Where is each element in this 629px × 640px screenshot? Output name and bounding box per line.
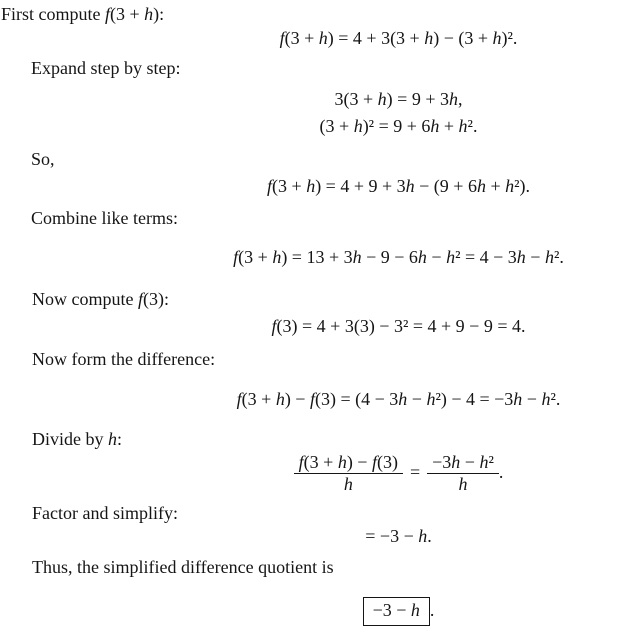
equation-f3h-substituted xyxy=(170,175,627,197)
fraction-left xyxy=(294,452,403,495)
equation-expand-square-term xyxy=(170,115,627,137)
step-label-expand xyxy=(31,57,180,79)
equation-f3-value xyxy=(170,315,627,337)
step-label-conclusion xyxy=(32,556,334,578)
equation-expand-linear-term xyxy=(170,88,627,110)
label-text: : xyxy=(164,289,170,309)
label-text: Expand step by step: xyxy=(31,58,181,78)
step-label-divide-by-h xyxy=(32,428,122,450)
equation-text: = −3 − h. xyxy=(365,526,432,546)
label-text: Divide by xyxy=(32,429,108,449)
step-label-combine-terms xyxy=(31,207,178,229)
answer-period: . xyxy=(429,600,435,620)
equation-text: 3(3 + h) = 9 + 3h, xyxy=(334,89,463,109)
final-answer-box: −3 − h xyxy=(363,597,430,626)
step-label-so xyxy=(31,148,55,170)
equation-text: f(3 + h) = 13 + 3h − 9 − 6h − h² = 4 − 3h − h². xyxy=(233,247,564,267)
equation-difference-quotient xyxy=(170,452,627,495)
equation-f3h-definition xyxy=(170,27,627,49)
label-text: First compute xyxy=(1,4,105,24)
equation-text: f(3 + h) = 4 + 3(3 + h) − (3 + h)². xyxy=(279,28,518,48)
equation-difference xyxy=(170,388,627,410)
equation-text: f(3) = 4 + 3(3) − 3² = 4 + 9 − 9 = 4. xyxy=(271,316,526,336)
label-text: Factor and simplify: xyxy=(32,503,178,523)
equation-text: f(3 + h) = 4 + 9 + 3h − (9 + 6h + h²). xyxy=(267,176,530,196)
label-inline-math: f(3 + h) xyxy=(105,4,160,24)
step-label-factor-simplify xyxy=(32,502,178,524)
step-label-now-compute-f3 xyxy=(32,288,169,310)
equation-combined-like-terms xyxy=(170,246,627,268)
label-text: : xyxy=(159,4,165,24)
label-text: Now form the difference: xyxy=(32,349,216,369)
label-text: : xyxy=(117,429,123,449)
label-text: Now compute xyxy=(32,289,138,309)
fraction-numerator: −3h − h² xyxy=(427,452,499,474)
label-inline-math: f(3) xyxy=(137,289,164,309)
step-label-first-compute xyxy=(1,3,164,25)
fraction-denominator: h xyxy=(458,474,468,494)
fraction-numerator: f(3 + h) − f(3) xyxy=(294,452,403,474)
fraction-denominator: h xyxy=(343,474,353,494)
equals-sign: = xyxy=(409,461,421,482)
equation-period: . xyxy=(498,461,504,482)
label-text: Thus, the simplified difference quotient is xyxy=(32,557,334,577)
label-text: So, xyxy=(31,149,55,169)
equation-text: f(3 + h) − f(3) = (4 − 3h − h²) − 4 = −3h − h². xyxy=(236,389,561,409)
equation-simplified-result xyxy=(170,525,627,547)
label-text: Combine like terms: xyxy=(31,208,178,228)
label-inline-math: h xyxy=(108,429,117,449)
fraction-right xyxy=(427,452,499,495)
equation-text: (3 + h)² = 9 + 6h + h². xyxy=(319,116,478,136)
step-label-form-difference xyxy=(32,348,215,370)
final-answer-line xyxy=(170,597,627,626)
